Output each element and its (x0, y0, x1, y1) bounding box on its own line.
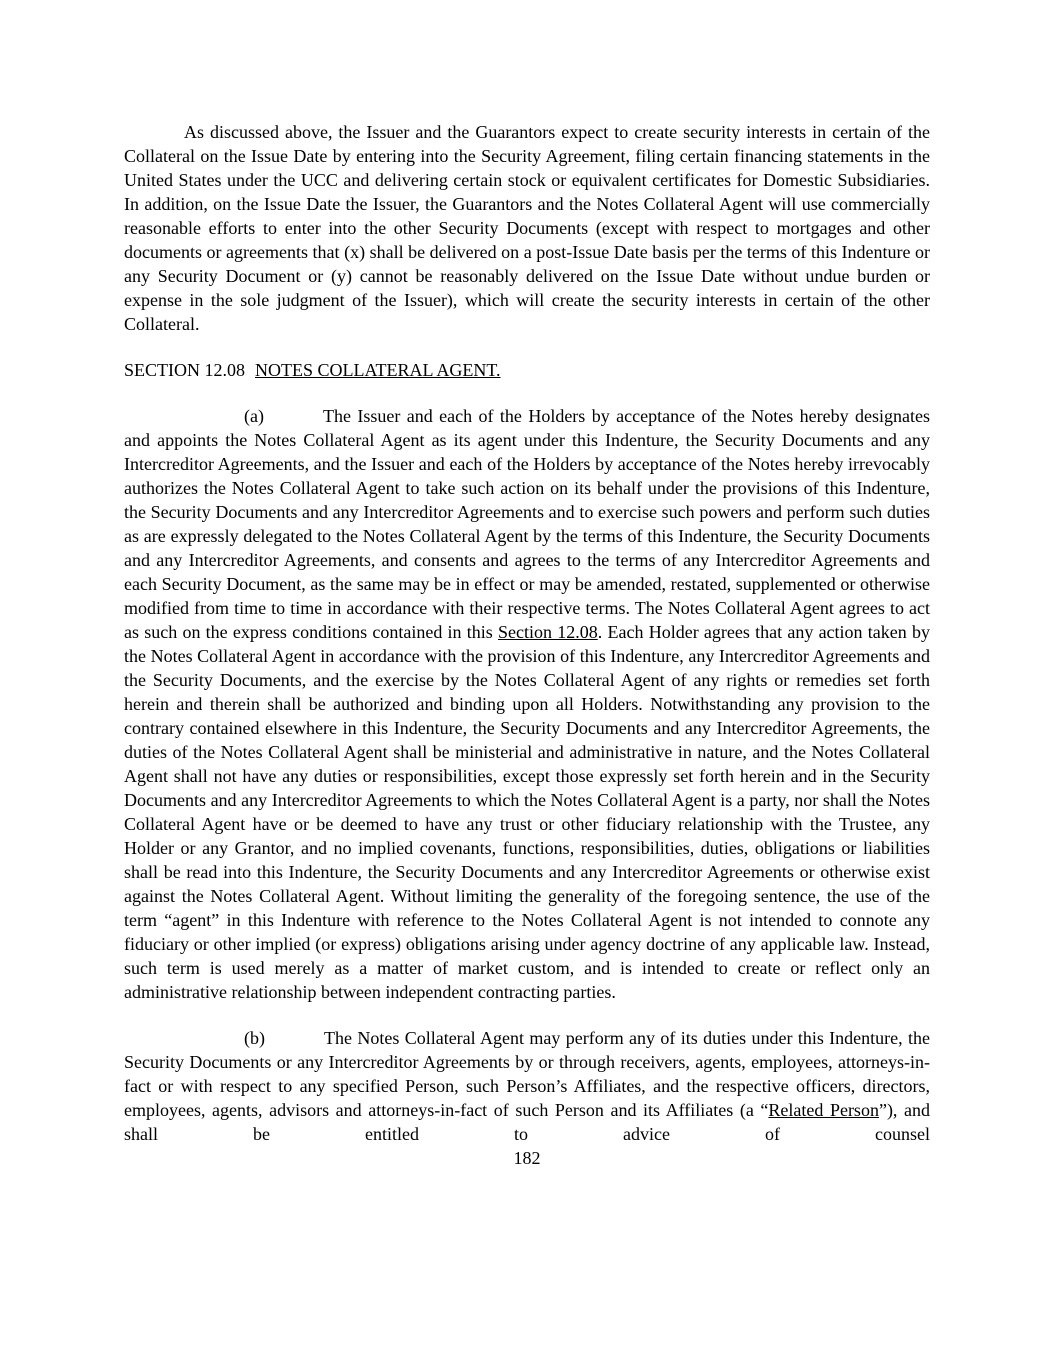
paragraph-b-label: (b) (244, 1028, 265, 1048)
paragraph-b-text: The Notes Collateral Agent may perform any of its duties under this Indenture, the Security Documents or any Intercreditor Agreements by or through receivers, agents, employees, attorneys-in-fact or with respect to any specified Person, such Person’s Affiliates, and the respective officers, directors, employees, agents, advisors and attorneys-in-fact of such Person and its Affiliates (a “ (124, 1028, 930, 1120)
paragraph-b (124, 1026, 930, 1146)
section-heading (124, 358, 930, 382)
page-number: 182 (513, 1148, 541, 1168)
related-person-defined-term: Related Person (768, 1100, 879, 1120)
text-column (124, 120, 930, 1170)
paragraph-a (124, 404, 930, 1004)
intro-paragraph: As discussed above, the Issuer and the Guarantors expect to create security interests in certain of the Collateral on the Issue Date by entering into the Security Agreement, filing certain financing statements in the United States under the UCC and delivering certain stock or equivalent certificates for Domestic Subsidiaries. In addition, on the Issue Date the Issuer, the Guarantors and the Notes Collateral Agent will use commercially reasonable efforts to enter into the other Security Documents (except with respect to mortgages and other documents or agreements that (x) shall be delivered on a post-Issue Date basis per the terms of this Indenture or any Security Document or (y) cannot be reasonably delivered on the Issue Date without undue burden or expense in the sole judgment of the Issuer), which will create the security interests in certain of the other Collateral. (124, 122, 930, 334)
paragraph-b-text-continued: ”), and shall be entitled to advice of counsel (124, 1100, 930, 1144)
section-12-08-reference: Section 12.08 (498, 622, 598, 642)
paragraph-a-text: The Issuer and each of the Holders by acceptance of the Notes hereby designates and appoints the Notes Collateral Agent as its agent under this Indenture, the Security Documents and any Intercreditor Agreements, and the Issuer and each of the Holders by acceptance of the Notes hereby irrevocably authorizes the Notes Collateral Agent to take such action on its behalf under the provisions of this Indenture, the Security Documents and any Intercreditor Agreements and to exercise such powers and perform such duties as are expressly delegated to the Notes Collateral Agent by the terms of this Indenture, the Security Documents and any Intercreditor Agreements, and consents and agrees to the terms of any Intercreditor Agreements and each Security Document, as the same may be in effect or may be amended, restated, supplemented or otherwise modified from time to time in accordance with their respective terms. The Notes Collateral Agent agrees to act as such on the express conditions contained in this (124, 406, 930, 642)
paragraph-a-text-continued: . Each Holder agrees that any action taken by the Notes Collateral Agent in accordance with the provision of this Indenture, any Intercreditor Agreements and the Security Documents, and the exercise by the Notes Collateral Agent of any rights or remedies set forth herein and therein shall be authorized and binding upon all Holders. Notwithstanding any provision to the contrary contained elsewhere in this Indenture, the Security Documents and any Intercreditor Agreements, the duties of the Notes Collateral Agent shall be ministerial and administrative in nature, and the Notes Collateral Agent shall not have any duties or responsibilities, except those expressly set forth herein and in the Security Documents and any Intercreditor Agreements to which the Notes Collateral Agent is a party, nor shall the Notes Collateral Agent have or be deemed to have any trust or other fiduciary relationship with the Trustee, any Holder or any Grantor, and no implied covenants, functions, responsibilities, duties, obligations or liabilities shall be read into this Indenture, the Security Documents and any Intercreditor Agreements or otherwise exist against the Notes Collateral Agent. Without limiting the generality of the foregoing sentence, the use of the term “agent” in this Indenture with reference to the Notes Collateral Agent is not intended to connote any fiduciary or other implied (or express) obligations arising under agency doctrine of any applicable law. Instead, such term is used merely as a matter of market custom, and is intended to create or reflect only an administrative relationship between independent contracting parties. (124, 622, 930, 1002)
section-heading-number: SECTION 12.08 (124, 360, 245, 380)
section-heading-title: NOTES COLLATERAL AGENT. (255, 360, 501, 380)
paragraph-a-label: (a) (244, 406, 264, 426)
